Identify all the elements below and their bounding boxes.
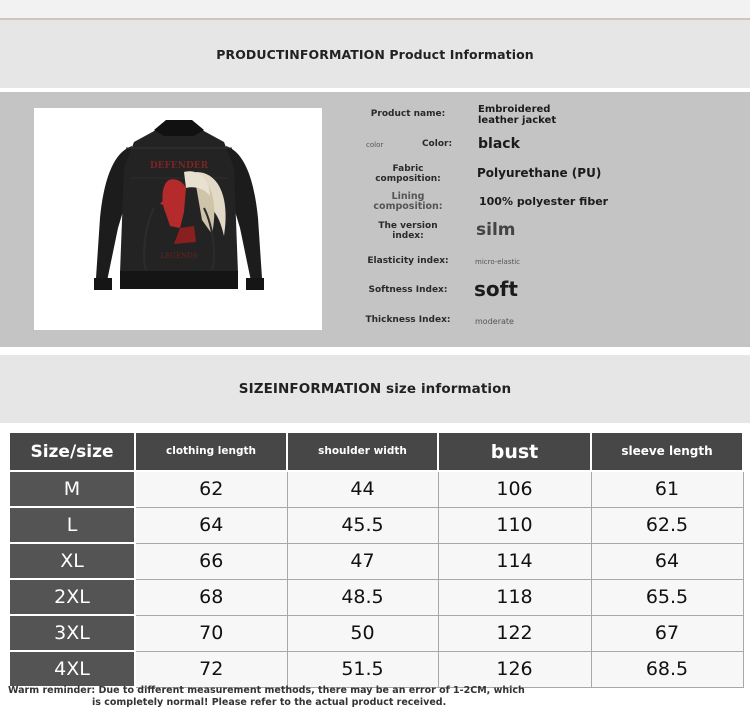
product-info-header <box>0 20 750 88</box>
size-cell: XL <box>9 543 135 579</box>
size-cell: 2XL <box>9 579 135 615</box>
bust-cell: 122 <box>438 615 591 651</box>
softness-value: soft <box>474 277 518 301</box>
thickness-label: Thickness Index: <box>365 315 451 325</box>
size-cell: M <box>9 471 135 507</box>
size-info-header <box>0 355 750 423</box>
thickness-value: moderate <box>475 317 514 326</box>
top-divider <box>0 0 750 20</box>
svg-text:LEGENDS: LEGENDS <box>160 252 198 260</box>
product-info-panel <box>0 92 750 347</box>
warm-reminder <box>8 685 548 709</box>
clothing-length-cell: 72 <box>135 651 287 687</box>
table-row <box>9 651 743 687</box>
sleeve-length-cell: 62.5 <box>591 507 743 543</box>
softness-label: Softness Index: <box>368 285 448 295</box>
shoulder-width-cell: 48.5 <box>287 579 438 615</box>
clothing-length-cell: 66 <box>135 543 287 579</box>
product-name-value: Embroidered leather jacket <box>478 104 557 126</box>
table-row <box>9 507 743 543</box>
color-value: black <box>478 136 520 152</box>
bust-cell: 110 <box>438 507 591 543</box>
shoulder-width-cell: 51.5 <box>287 651 438 687</box>
product-info-title: PRODUCTINFORMATION Product Information <box>216 46 534 62</box>
header-clothing-length: clothing length <box>135 432 287 471</box>
jacket-image <box>34 108 322 330</box>
header-bust: bust <box>438 432 591 471</box>
reminder-line-2: is completely normal! Please refer to the actual product received. <box>92 697 447 708</box>
size-cell: L <box>9 507 135 543</box>
lining-value: 100% polyester fiber <box>479 195 609 208</box>
bust-cell: 118 <box>438 579 591 615</box>
version-index-value: silm <box>476 220 516 240</box>
clothing-length-cell: 62 <box>135 471 287 507</box>
fabric-label: Fabric composition: <box>375 164 441 184</box>
sleeve-length-cell: 65.5 <box>591 579 743 615</box>
header-size: Size/size <box>9 432 135 471</box>
shoulder-width-cell: 47 <box>287 543 438 579</box>
size-table <box>8 431 744 688</box>
table-row <box>9 615 743 651</box>
product-name-label: Product name: <box>370 109 446 119</box>
sleeve-length-cell: 68.5 <box>591 651 743 687</box>
fabric-value: Polyurethane (PU) <box>477 166 602 180</box>
bust-cell: 114 <box>438 543 591 579</box>
bust-cell: 126 <box>438 651 591 687</box>
size-info-title: SIZEINFORMATION size information <box>238 381 512 397</box>
table-row <box>9 579 743 615</box>
clothing-length-cell: 70 <box>135 615 287 651</box>
color-small-label: color <box>366 141 384 149</box>
table-row <box>9 543 743 579</box>
elasticity-value: micro-elastic <box>475 258 521 266</box>
shoulder-width-cell: 45.5 <box>287 507 438 543</box>
elasticity-label: Elasticity index: <box>367 256 449 266</box>
color-label: Color: <box>421 139 453 149</box>
shoulder-width-cell: 50 <box>287 615 438 651</box>
bust-cell: 106 <box>438 471 591 507</box>
lining-label: Lining composition: <box>373 191 443 212</box>
clothing-length-cell: 68 <box>135 579 287 615</box>
svg-text:DEFENDER: DEFENDER <box>149 161 209 171</box>
sleeve-length-cell: 64 <box>591 543 743 579</box>
size-cell: 3XL <box>9 615 135 651</box>
product-photo <box>34 108 322 330</box>
shoulder-width-cell: 44 <box>287 471 438 507</box>
header-sleeve-length: sleeve length <box>591 432 743 471</box>
sleeve-length-cell: 61 <box>591 471 743 507</box>
size-table-header-row <box>9 432 743 471</box>
version-index-label: The version index: <box>378 221 438 241</box>
size-cell: 4XL <box>9 651 135 687</box>
clothing-length-cell: 64 <box>135 507 287 543</box>
reminder-line-1: Warm reminder: Due to different measurement methods, there may be an error of 1-2CM, which <box>8 685 525 696</box>
table-row <box>9 471 743 507</box>
header-shoulder-width: shoulder width <box>287 432 438 471</box>
sleeve-length-cell: 67 <box>591 615 743 651</box>
